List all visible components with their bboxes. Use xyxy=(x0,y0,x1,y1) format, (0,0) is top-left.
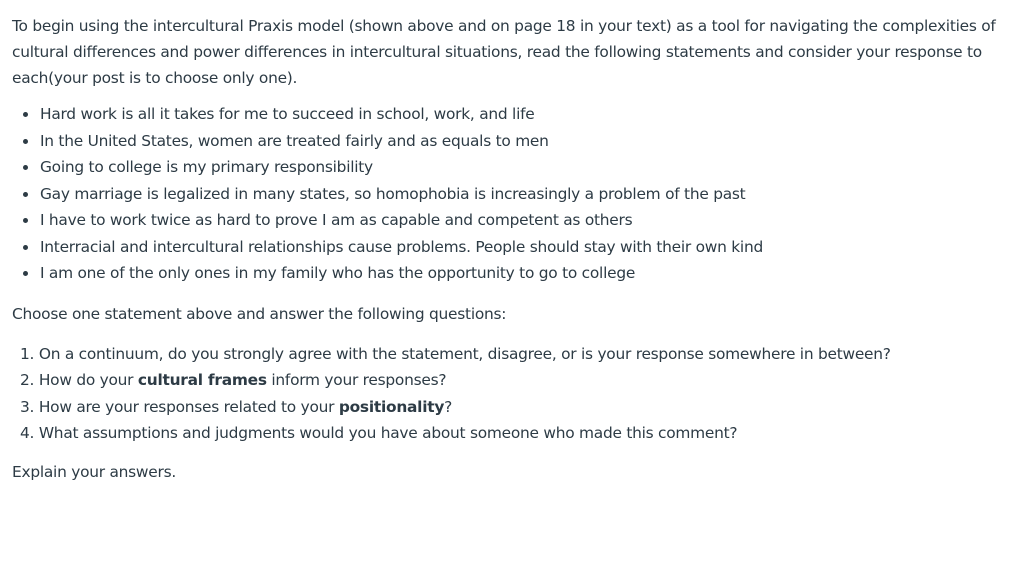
closing-instruction: Explain your answers. xyxy=(12,462,176,481)
statement-item: Hard work is all it takes for me to succeed in school, work, and life xyxy=(12,101,1016,128)
statement-item: I have to work twice as hard to prove I am as capable and competent as others xyxy=(12,207,1016,234)
question-number: 4. xyxy=(20,424,35,442)
question-emphasis: cultural frames xyxy=(137,371,267,389)
question-emphasis: positionality xyxy=(338,397,445,416)
question-item xyxy=(12,420,1016,447)
intro-paragraph: To begin using the intercultural Praxis model (shown above and on page 18 in your text) as a tool for navigating the complexities of cultural differences and power differences in intercultural situations, read the following statements and consider your response to each(your post is to choose only one). xyxy=(12,17,996,87)
statement-item: Going to college is my primary responsibility xyxy=(12,154,1016,181)
question-number: 1. xyxy=(20,344,35,363)
choose-prompt: Choose one statement above and answer the following questions: xyxy=(12,304,507,323)
question-text: How are your responses related to your xyxy=(38,397,339,416)
question-number: 3. xyxy=(20,397,35,416)
question-number: 2. xyxy=(20,371,35,389)
statement-list xyxy=(12,101,1016,287)
assignment-content xyxy=(12,13,1016,485)
statement-item: In the United States, women are treated fairly and as equals to men xyxy=(12,128,1016,155)
question-text-end: ? xyxy=(444,397,453,416)
question-list xyxy=(12,341,1016,447)
statement-item: I am one of the only ones in my family who has the opportunity to go to college xyxy=(12,260,1016,287)
question-text: How do your xyxy=(38,371,138,389)
question-text-end: inform your responses? xyxy=(266,371,447,389)
statement-item: Interracial and intercultural relationships cause problems. People should stay with their own kind xyxy=(12,234,1016,261)
question-text: What assumptions and judgments would you have about someone who made this comment? xyxy=(38,424,738,442)
question-item xyxy=(12,341,1016,368)
question-text: On a continuum, do you strongly agree with the statement, disagree, or is your response somewhere in between? xyxy=(38,344,891,363)
statement-item: Gay marriage is legalized in many states, so homophobia is increasingly a problem of the past xyxy=(12,181,1016,208)
question-item xyxy=(12,367,1016,394)
question-item xyxy=(12,394,1016,421)
